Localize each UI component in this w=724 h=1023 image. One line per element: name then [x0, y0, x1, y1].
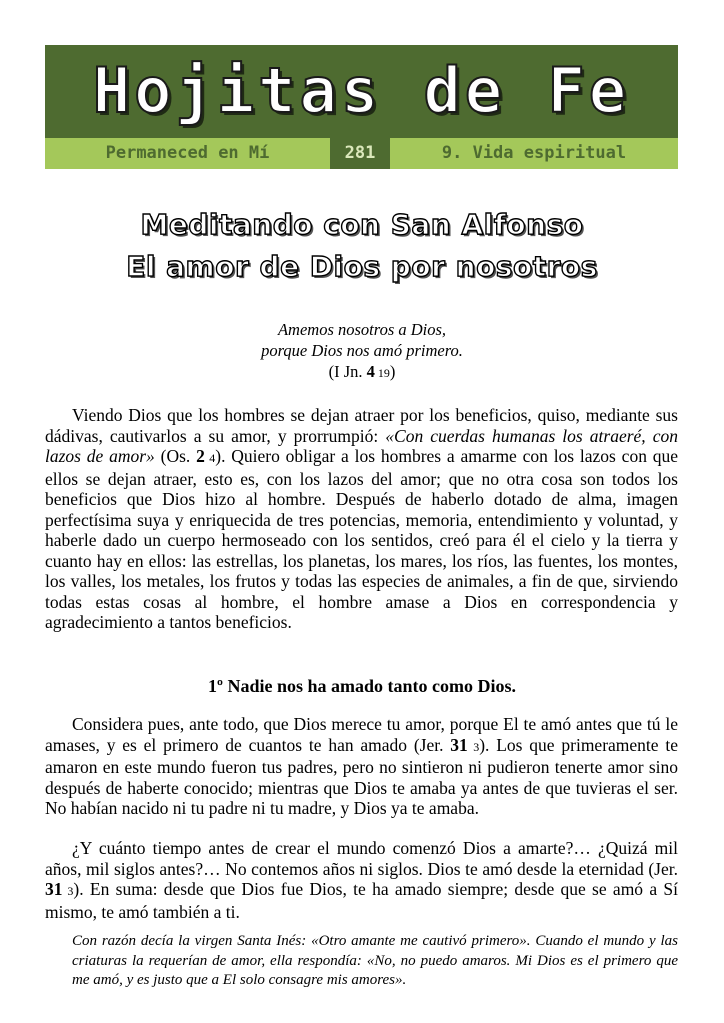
article-subtitle: El amor de Dios por nosotros: [126, 250, 598, 283]
paragraph-text: Considera pues, ante todo, que Dios merece tu amor, porque El te amó antes que tú le amases, y es el primero de cuantos te han amado (Jer.: [45, 714, 678, 755]
paragraph-intro: [45, 405, 678, 633]
reference-verse: 19: [374, 366, 390, 380]
masthead-title: Hojitas de Fe: [92, 54, 631, 127]
epigraph-line-2: porque Dios nos amó primero.: [261, 341, 463, 360]
paragraph-text: ¿Y cuánto tiempo antes de crear el mundo comenzó Dios a amarte?… ¿Quizá mil años, mil siglos antes?… No contemos años ni siglos. Dios te amó desde la eternidad (Jer.: [45, 838, 678, 879]
reference-chapter: 2: [196, 446, 205, 466]
reference-chapter: 31: [450, 734, 468, 755]
series-label: Permaneced en Mí: [105, 143, 270, 163]
section-heading: 1º Nadie nos ha amado tanto como Dios.: [208, 676, 516, 696]
paragraph-text: ). Los que primeramente te amaron en este mundo fueron tus padres, pero no sintieron ni pudieron tenerte amor sino después de haberte conocido; mientras que Dios te amaba ya antes de que tuvieras el ser. No habían nacido ni tu padre ni tu madre, y Dios ya te amaba.: [45, 734, 678, 818]
article-title: Meditando con San Alfonso: [140, 208, 584, 241]
paragraph-consider: [45, 714, 678, 819]
paragraph-text: Viendo Dios que los hombres se dejan atraer por los beneficios, quiso, mediante sus dádivas, cautivarlos a su amor, y prorrumpió:: [45, 405, 678, 446]
scripture-quote: «Con cuerdas humanas los atraeré, con lazos de amor»: [45, 425, 678, 466]
reference-chapter: 31: [45, 879, 63, 899]
reference-book: (I Jn.: [328, 362, 367, 381]
epigraph-line-1: Amemos nosotros a Dios,: [277, 320, 447, 339]
closing-quote: Con razón decía la virgen Santa Inés: «Otro amante me cautivó primero». Cuando el mundo y las criaturas la requerían de amor, ella respondía: «No, no puedo amaros. Mi Dios es el primero que me amó, y es justo que a El solo consagre mis amores».: [72, 933, 678, 988]
reference-close: ): [389, 362, 396, 381]
paragraph-text: ). Quiero obligar a los hombres a amarme con los lazos con que ellos se dejan atraer, esto es, con los lazos del amor; que no otra cosa son todos los beneficios que Dios hizo al hombre. Después de haberlo dotado de alma, imagen perfectísima suya y enriquecida de tres potencias, memoria, entendimiento y voluntad, y haberle dado un cuerpo hermoseado con los sentidos, creó para él el cielo y la tierra y cuanto hay en ellos: las estrellas, los planetas, los mares, los ríos, las fuentes, los montes, los valles, los metales, los frutos y todas las especies de animales, a fin de que, sirviendo todas estas cosas al hombre, el hombre amase a Dios en correspondencia y agradecimiento a tantos beneficios.: [45, 446, 679, 632]
reference-verse: 3: [467, 739, 480, 754]
reference-book: (Os.: [154, 446, 197, 466]
reference-chapter: 4: [366, 362, 375, 381]
issue-number: 281: [330, 138, 390, 169]
reference-verse: 3: [62, 884, 74, 898]
masthead-bar: [45, 138, 678, 169]
epigraph-reference: [0, 361, 724, 384]
reference-verse: 4: [204, 451, 216, 465]
masthead-banner: [45, 45, 678, 169]
paragraph-eternity: [45, 838, 678, 922]
section-label: 9. Vida espiritual: [441, 143, 627, 163]
paragraph-text: ). En suma: desde que Dios fue Dios, te ha amado siempre; desde que se amó a Sí mismo, te amó también a ti.: [45, 879, 678, 922]
